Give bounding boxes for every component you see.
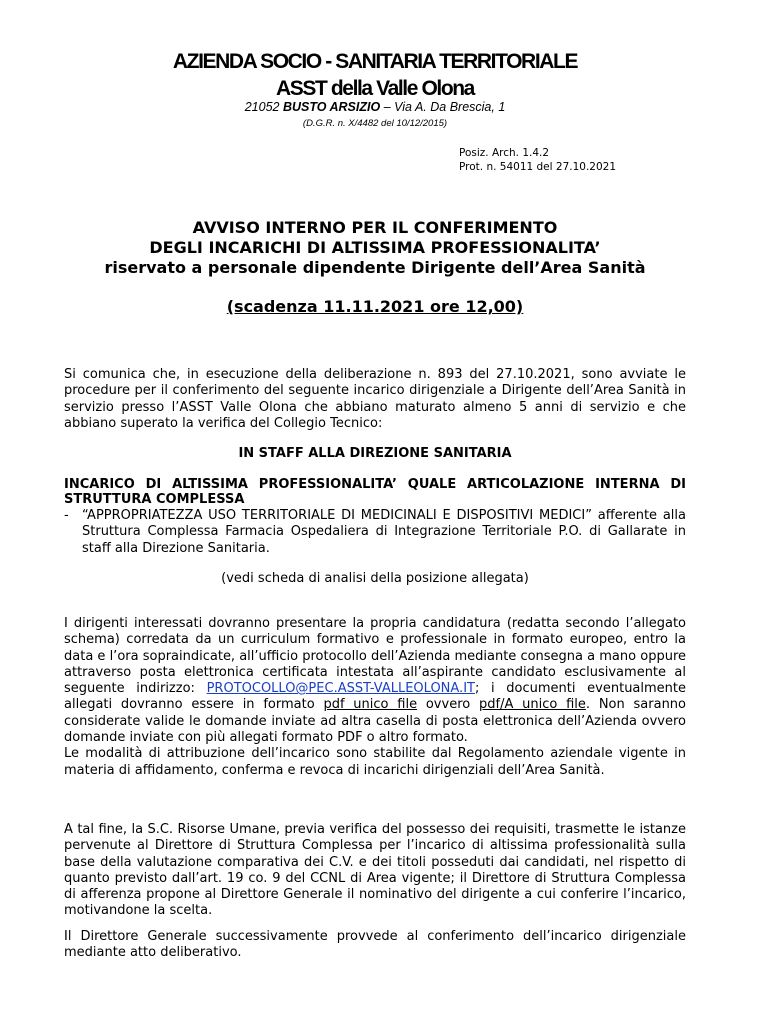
- list-item: [64, 508, 686, 557]
- title-line2: DEGLI INCARICHI DI ALTISSIMA PROFESSIONALITA’: [149, 238, 601, 257]
- procedure-paragraph: A tal fine, la S.C. Risorse Umane, previa verifica del possesso dei requisiti, trasmette le istanze pervenute al Direttore di Struttura Complessa per l’incarico di altissima professionalità sulla base della valutazione comparativa dei C.V. e dei titoli posseduti dai candidati, nel rispetto di quanto previsto dall’art. 19 co. 9 del CCNL di Area vigente; il Direttore di Struttura Complessa di afferenza propone al Direttore Generale il nominativo del dirigente a cui conferire l’incarico, motivandone la scelta.: [64, 822, 686, 919]
- dgr-reference: (D.G.R. n. X/4482 del 10/12/2015): [302, 118, 448, 129]
- archive-position: Posiz. Arch. 1.4.2: [459, 147, 550, 159]
- format-pdf: pdf unico file: [323, 697, 418, 713]
- intro-paragraph: Si comunica che, in esecuzione della deliberazione n. 893 del 27.10.2021, sono avviate le procedure per il conferimento del seguente incarico dirigenziale a Dirigente dell’Area Sanità in servizio presso l’ASST Valle Olona che abbiano maturato almeno 5 anni di servizio e che abbiano superato la verifica del Collegio Tecnico:: [64, 367, 686, 431]
- incarico-title: INCARICO DI ALTISSIMA PROFESSIONALITA’ QUALE ARTICOLAZIONE INTERNA DI STRUTTURA COMPLESSA: [64, 477, 686, 507]
- pec-email-link[interactable]: PROTOCOLLO@PEC.ASST-VALLEOLONA.IT: [206, 681, 475, 697]
- list-dash: -: [64, 508, 69, 523]
- p2-text-a: I dirigenti interessati dovranno presentare la propria candidatura (redatta secondo l’allegato schema) corredata da un curriculum formativo e professionale in formato europeo, entro la data e l’ora sopraindicate, all’ufficio protocollo dell’Azienda mediante consegna a mano oppure attraverso posta elettronica certificata intestata all’aspirante candidato esclusivamente al seguente indirizzo:: [64, 616, 686, 697]
- deadline: (scadenza 11.11.2021 ore 12,00): [226, 297, 524, 316]
- section-title: IN STAFF ALLA DIREZIONE SANITARIA: [238, 446, 512, 461]
- title-line3: riservato a personale dipendente Dirigente dell’Area Sanità: [104, 258, 646, 277]
- p2-text-b: ; i documenti eventualmente allegati dovranno essere in formato: [64, 681, 687, 713]
- org-address: [0, 100, 750, 114]
- p2-text-d: . Non saranno considerate valide le domande inviate ad altra casella di posta elettronica dell’Azienda ovvero domande inviate con più allegati formato PDF o altro formato.: [64, 697, 686, 746]
- p2-text-c: ovvero: [417, 697, 479, 713]
- protocol-number: Prot. n. 54011 del 27.10.2021: [459, 161, 617, 173]
- address-zip: 21052: [244, 100, 280, 114]
- scheda-note: (vedi scheda di analisi della posizione allegata): [221, 571, 529, 586]
- title-line1: AVVISO INTERNO PER IL CONFERIMENTO: [192, 218, 558, 237]
- format-pdfa: pdf/A unico file: [479, 697, 586, 713]
- org-name-line2: ASST della Valle Olona: [276, 77, 474, 100]
- candidature-paragraph: [64, 616, 686, 779]
- conferimento-paragraph: Il Direttore Generale successivamente provvede al conferimento dell’incarico dirigenziale mediante atto deliberativo.: [64, 929, 686, 961]
- list-item-text: “APPROPRIATEZZA USO TERRITORIALE DI MEDICINALI E DISPOSITIVI MEDICI” afferente alla Struttura Complessa Farmacia Ospedaliera di Integrazione Territoriale P.O. di Gallarate in staff alla Direzione Sanitaria.: [82, 508, 686, 556]
- org-name-line1: AZIENDA SOCIO - SANITARIA TERRITORIALE: [172, 50, 578, 73]
- p2-text-e: Le modalità di attribuzione dell’incarico sono stabilite dal Regolamento aziendale vigente in materia di affidamento, conferma e revoca di incarichi dirigenziali dell’Area Sanità.: [64, 746, 686, 778]
- address-city: BUSTO ARSIZIO: [282, 100, 381, 114]
- address-street: – Via A. Da Brescia, 1: [383, 100, 506, 114]
